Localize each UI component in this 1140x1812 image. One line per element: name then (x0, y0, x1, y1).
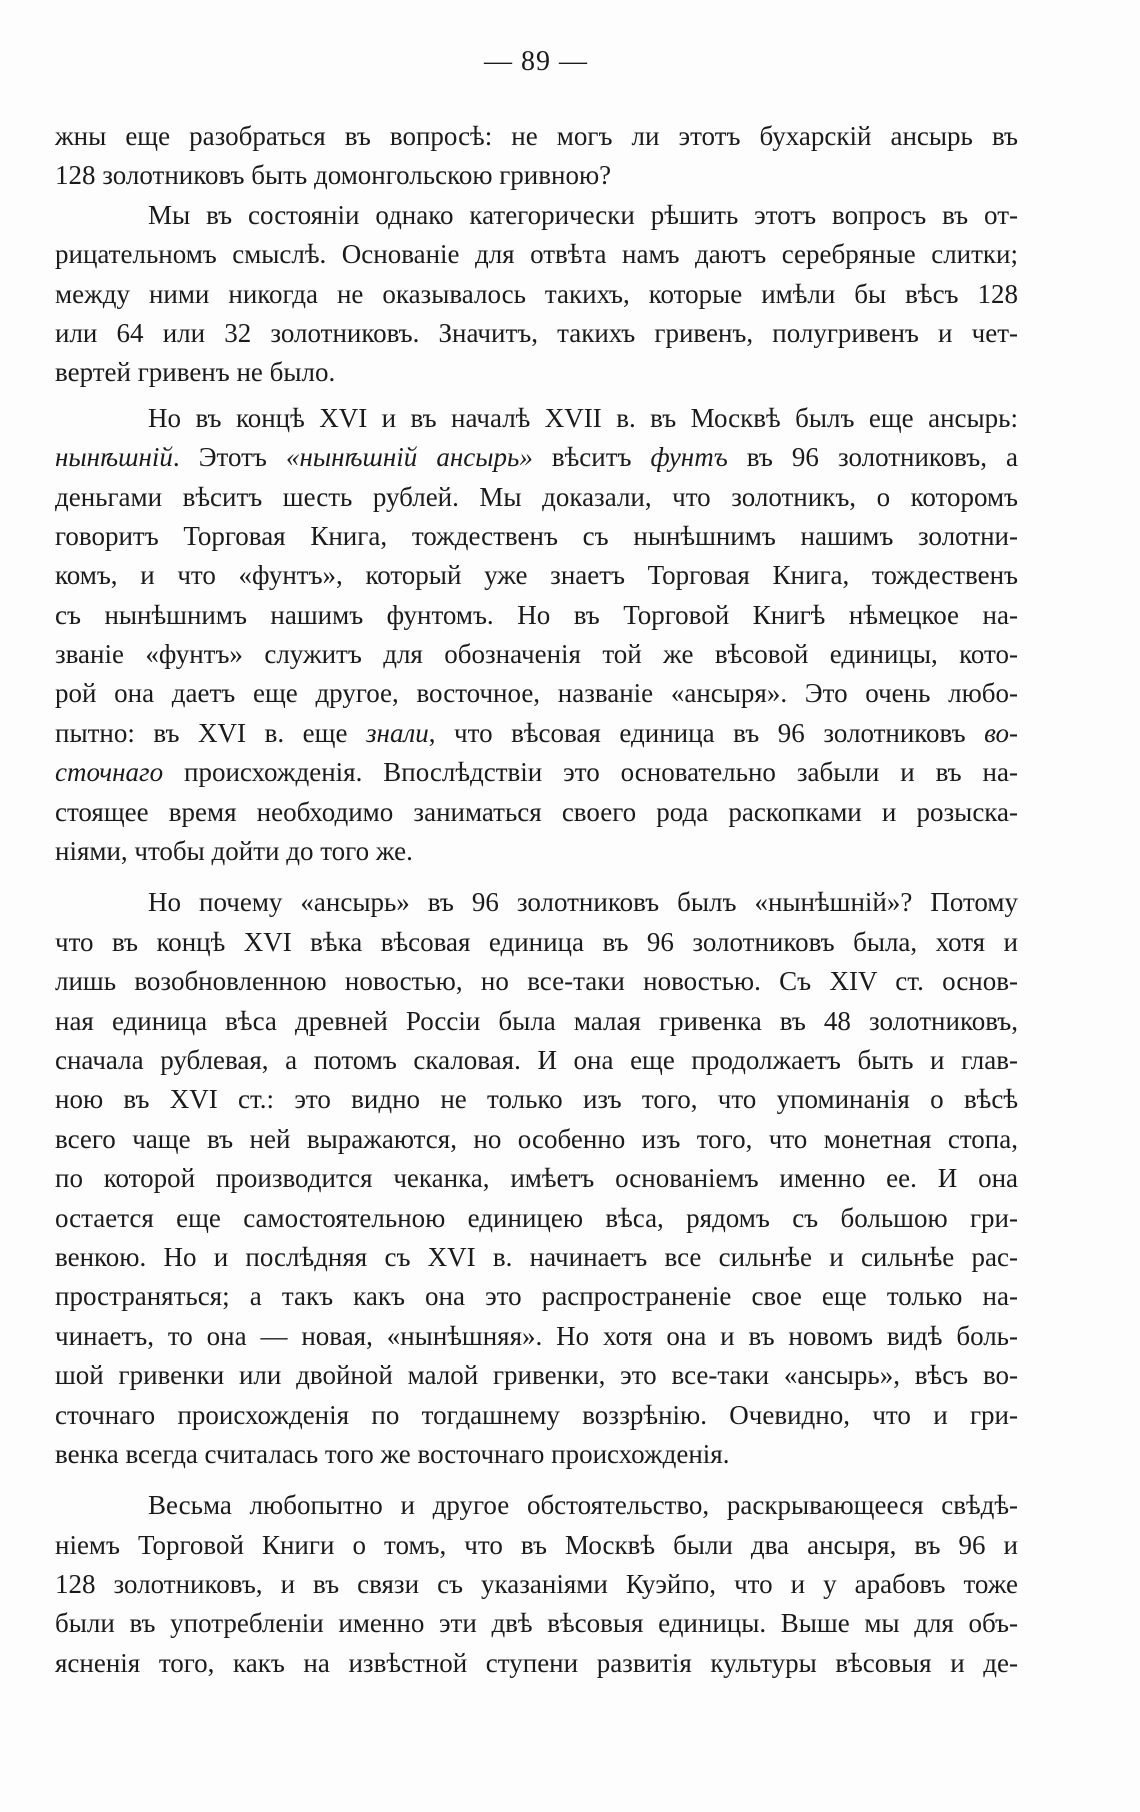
text-line: ясненія того, какъ на извѣстной ступени развитія культуры вѣсовыя и де- (55, 1647, 1018, 1678)
paragraph (55, 196, 1018, 393)
text-line: по которой производится чеканка, имѣетъ основаніемъ именно ее. И она (55, 1163, 1018, 1194)
italic-emphasis: во- (984, 717, 1019, 748)
paragraph (55, 1486, 1018, 1683)
text-line: съ нынѣшнимъ нашимъ фунтомъ. Но въ Торговой Книгѣ нѣмецкое на- (55, 599, 1018, 630)
text-line: лишь возобновленною новостью, но все-таки новостью. Съ XIV ст. основ- (55, 966, 1018, 997)
text-line: были въ употребленіи именно эти двѣ вѣсовыя единицы. Выше мы для объ- (55, 1608, 1018, 1639)
paragraph (55, 883, 1018, 1474)
text-line: венкою. Но и послѣдняя съ XVI в. начинаетъ все сильнѣе и сильнѣе рас- (55, 1241, 1018, 1272)
paragraph (55, 117, 1018, 196)
italic-emphasis: «нынѣшній ансырь» (285, 442, 533, 473)
text-line (55, 753, 1018, 792)
text-line: 128 золотниковъ быть домонгольскою гривною? (55, 160, 612, 191)
text-line: Мы въ состояніи однако категорически рѣшить этотъ вопросъ въ от- (148, 199, 1018, 230)
text-line: комъ, и что «фунтъ», который уже знаетъ Торговая Книга, тождественъ (55, 560, 1018, 591)
italic-emphasis: сточнаго (55, 757, 164, 788)
italic-emphasis: фунтъ (650, 442, 728, 473)
text-line: говоритъ Торговая Книга, тождественъ съ нынѣшнимъ нашимъ золотни- (55, 520, 1018, 551)
text-segment: , что вѣсовая единица въ 96 золотниковъ (428, 717, 985, 748)
text-line: рой она даетъ еще другое, восточное, названіе «ансыря». Это очень любо- (55, 678, 1018, 709)
text-line: всего чаще въ ней выражаются, но особенно изъ того, что монетная стопа, (55, 1123, 1018, 1154)
text-line: или 64 или 32 золотниковъ. Значитъ, такихъ гривенъ, полугривенъ и чет- (55, 317, 1018, 348)
text-line: сначала рублевая, а потомъ скаловая. И она еще продолжаетъ быть и глав- (55, 1044, 1018, 1075)
text-line: сточнаго происхожденія по тогдашнему воззрѣнію. Очевидно, что и гри- (55, 1399, 1018, 1430)
text-line: Но въ концѣ XVI и въ началѣ XVII в. въ Москвѣ былъ еще ансырь: (148, 402, 1018, 433)
text-line: вертей гривенъ не было. (55, 357, 336, 388)
text-segment: въ 96 золотниковъ, а (727, 442, 1018, 473)
italic-emphasis: знали (366, 717, 429, 748)
text-line: 128 золотниковъ, и въ связи съ указаніями Куэйпо, что и у арабовъ тоже (55, 1569, 1018, 1600)
text-segment: происхожденія. Впослѣдствіи это основательно забыли и въ на- (163, 757, 1018, 788)
text-segment: . Этотъ (172, 442, 286, 473)
text-segment: пытно: въ XVI в. еще (55, 717, 367, 748)
text-line: пространяться; а такъ какъ она это распространеніе свое еще только на- (55, 1281, 1018, 1312)
body-text (55, 117, 1018, 1683)
text-line: ною въ XVI ст.: это видно не только изъ того, что упоминанія о вѣсѣ (55, 1084, 1018, 1115)
page-number: — 89 — (484, 46, 588, 77)
italic-emphasis: нынѣшній (55, 442, 173, 473)
text-line: Весьма любопытно и другое обстоятельство, раскрывающееся свѣдѣ- (148, 1490, 1018, 1521)
text-line: званіе «фунтъ» служитъ для обозначенія той же вѣсовой единицы, кото- (55, 639, 1018, 670)
text-line (55, 438, 1018, 477)
paragraph (55, 399, 1018, 872)
text-line: чинаетъ, то она — новая, «нынѣшняя». Но хотя она и въ новомъ видѣ боль- (55, 1320, 1018, 1351)
text-line: между ними никогда не оказывалось такихъ, которые имѣли бы вѣсъ 128 (55, 278, 1018, 309)
text-line (55, 714, 1018, 753)
text-line: остается еще самостоятельною единицею вѣса, рядомъ съ большою гри- (55, 1202, 1018, 1233)
text-line: Но почему «ансырь» въ 96 золотниковъ былъ «нынѣшній»? Потому (148, 887, 1018, 918)
text-line: деньгами вѣситъ шесть рублей. Мы доказали, что золотникъ, о которомъ (55, 481, 1018, 512)
text-line: рицательномъ смыслѣ. Основаніе для отвѣта намъ даютъ серебряные слитки; (55, 239, 1018, 270)
text-line: шой гривенки или двойной малой гривенки, это все-таки «ансырь», вѣсъ во- (55, 1360, 1018, 1391)
text-line: венка всегда считалась того же восточнаго происхожденія. (55, 1438, 730, 1469)
text-line: стоящее время необходимо заниматься своего рода раскопками и розыска- (55, 796, 1018, 827)
text-line: ніями, чтобы дойти до того же. (55, 836, 413, 867)
text-line: жны еще разобраться въ вопросѣ: не могъ ли этотъ бухарскій ансырь въ (55, 121, 1018, 151)
text-line: ная единица вѣса древней Россіи была малая гривенка въ 48 золотниковъ, (55, 1005, 1018, 1036)
text-line: ніемъ Торговой Книги о томъ, что въ Москвѣ были два ансыря, въ 96 и (55, 1529, 1018, 1560)
text-line: что въ концѣ XVI вѣка вѣсовая единица въ 96 золотниковъ была, хотя и (55, 926, 1018, 957)
text-segment: вѣситъ (532, 442, 651, 473)
